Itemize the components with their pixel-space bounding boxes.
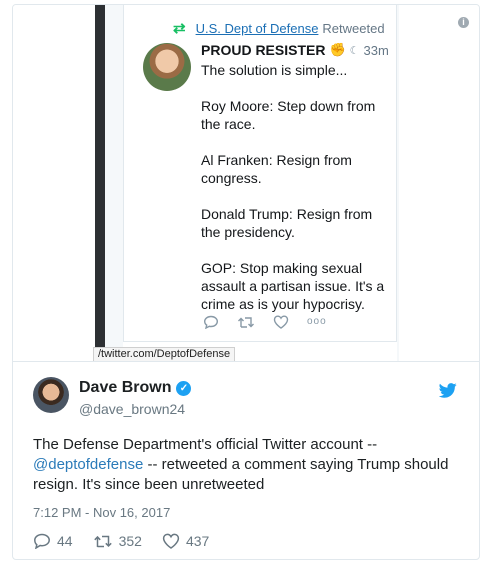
embedded-screenshot [13,5,479,361]
like-icon [162,533,180,549]
like-count: 437 [185,533,210,549]
author-handle[interactable]: @dave_brown24 [79,401,186,417]
retweeted-text [201,61,393,313]
more-icon: ooo [307,316,327,327]
like-button[interactable] [162,533,209,549]
retweeted-paragraph: Donald Trump: Resign from the presidency. [201,206,373,240]
avatar[interactable] [33,377,69,413]
retweeted-paragraph: Roy Moore: Step down from the race. [201,98,376,132]
reply-icon [203,315,219,329]
retweeted-author-avatar [143,43,191,91]
retweet-icon [93,533,113,549]
reply-count: 44 [57,533,73,549]
retweeter-link[interactable]: U.S. Dept of Defense [195,20,319,36]
author-name-row [79,379,191,397]
retweeted-author-name: PROUD RESISTER [201,42,326,58]
info-icon[interactable]: i [458,17,469,28]
retweet-icon: ⇄ [173,20,186,37]
retweeted-author-header [201,42,389,58]
moon-emoji-icon: ☾ [349,44,360,57]
twitter-bird-icon[interactable] [439,383,457,398]
verified-badge-icon: ✓ [176,381,191,396]
tweet-text [33,435,453,495]
author-name[interactable]: Dave Brown [79,379,172,396]
embedded-tweet-card [12,4,480,560]
tweet-timestamp[interactable]: 7:12 PM - Nov 16, 2017 [33,505,171,520]
retweet-count: 352 [118,533,142,549]
like-icon [273,315,289,329]
retweeted-label: Retweeted [322,20,385,36]
retweet-button[interactable] [93,533,142,549]
retweeted-paragraph: The solution is simple... [201,62,348,78]
reply-icon [33,533,51,549]
retweet-context [173,19,385,37]
retweeted-actions [203,315,327,329]
tweet-text-start: The Defense Department's official Twitter account -- [33,436,378,453]
retweet-outline-icon [237,315,255,329]
retweeted-paragraph: GOP: Stop making sexual assault a partisan issue. It's a crime as is your hypocrisy. [201,260,385,312]
reply-button[interactable] [33,533,73,549]
mention-link[interactable]: @deptofdefense [33,456,144,473]
tweet-text-end: -- retweeted a comment saying Trump should resign. It's since been unretweeted [33,456,449,493]
screenshot-dark-edge [95,5,105,361]
url-tooltip: /twitter.com/DeptofDefense [93,347,235,362]
retweeted-time: 33m [363,42,389,58]
divider [13,361,479,362]
fist-emoji-icon: ✊ [329,42,346,57]
tweet-actions [33,533,229,549]
retweeted-paragraph: Al Franken: Resign from congress. [201,152,352,186]
